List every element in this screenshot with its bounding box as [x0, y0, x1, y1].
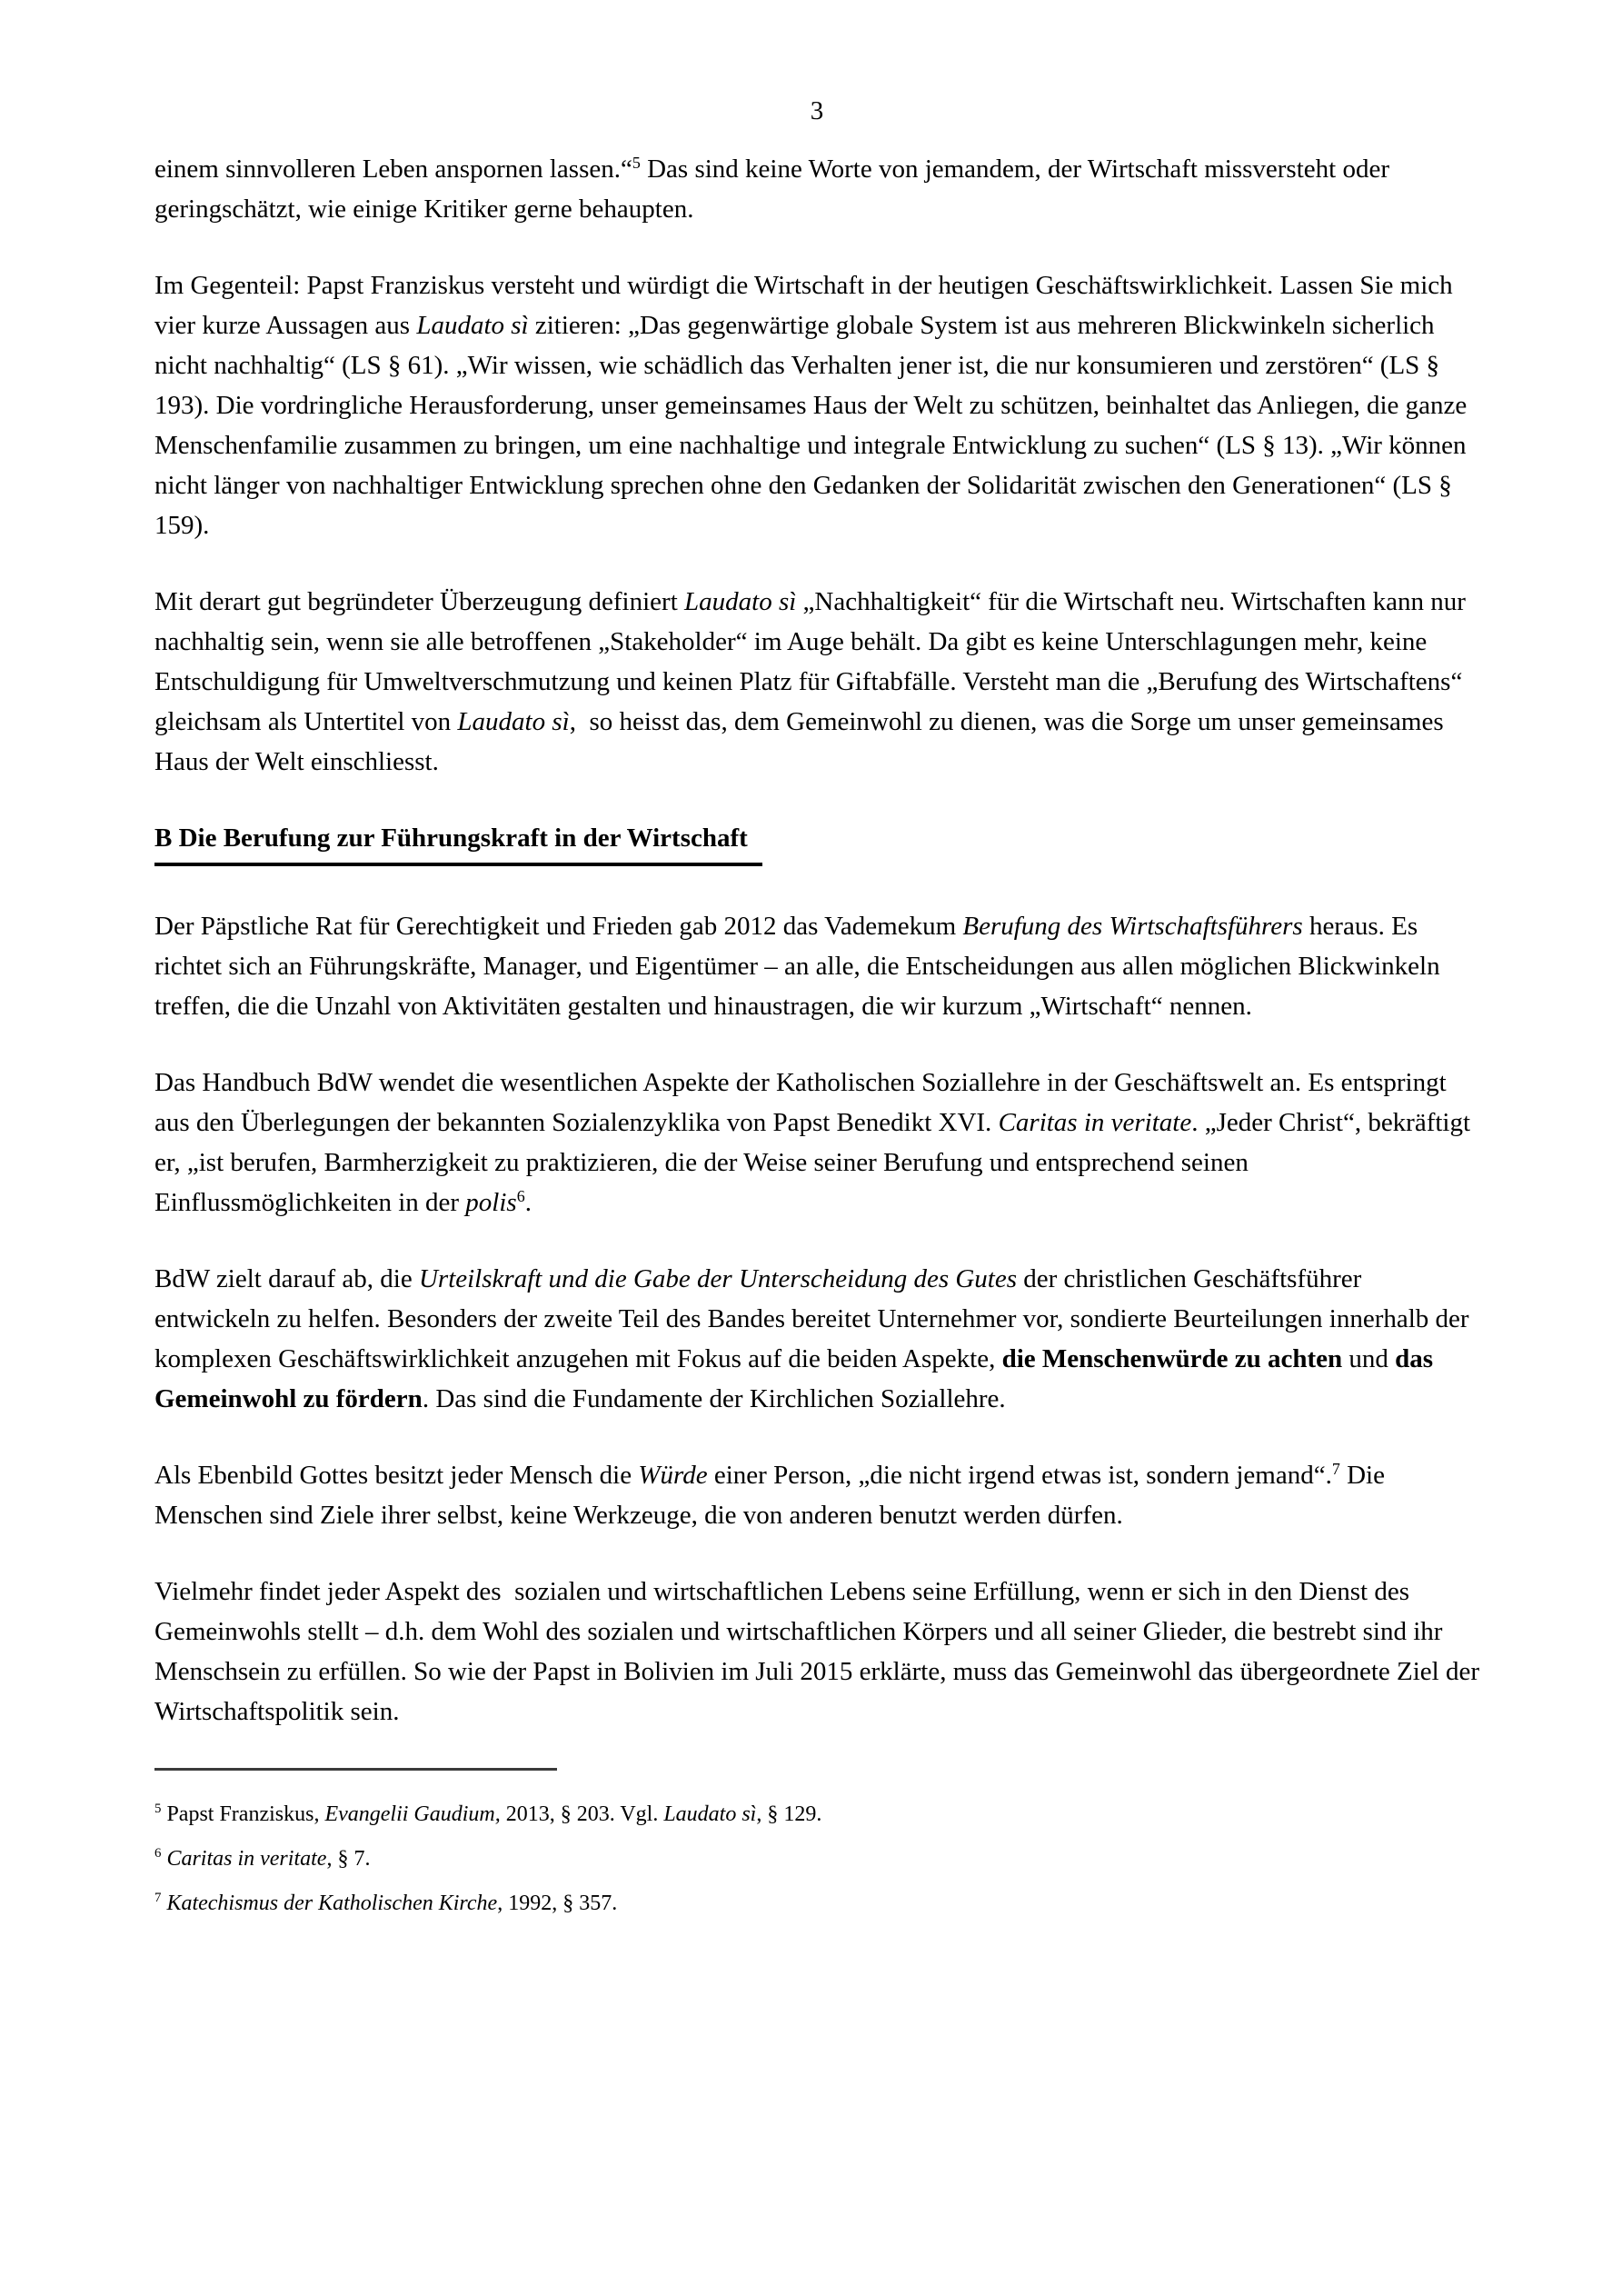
text-run: Urteilskraft und die Gabe der Unterscheidung des Gutes — [418, 1264, 1018, 1293]
text-run: Laudato sì — [684, 587, 797, 616]
footnote-6 — [154, 1837, 1479, 1882]
text-run: Vielmehr findet jeder Aspekt des sozialen und wirtschaftlichen Lebens seine Erfüllung, wenn er sich in den Dienst des Gemeinwohls stellt – d.h. dem Wohl des sozialen und wirtschaftlichen Körpers und all seiner Glieder, die bestrebt sind ihr Menschsein zu erfüllen. So wie der Papst in Bolivien im Juli 2015 erklärte, muss das Gemeinwohl das übergeordnete Ziel der Wirtschaftspolitik sein. — [154, 1577, 1486, 1726]
text-run: Laudato sì — [457, 707, 570, 736]
text-run: Katechismus der Katholischen Kirche — [166, 1892, 498, 1915]
footnotes-section — [154, 1768, 1479, 1926]
text-run: Das sind keine Worte von jemandem, der Wirtschaft missversteht oder geringschätzt, wie einige Kritiker gerne behaupten. — [154, 155, 1397, 224]
text-run: heraus. Es richtet sich an Führungskräfte, Manager, und Eigentümer – an alle, die Entscheidungen aus allen möglichen Blickwinkeln treffen, die die Unzahl von Aktivitäten gestalten und hinaustragen, die wir kurzum „Wirtschaft“ nennen. — [154, 912, 1447, 1021]
text-run: Die Menschen sind Ziele ihrer selbst, keine Werkzeuge, die von anderen benutzt werden dürfen. — [154, 1461, 1392, 1530]
text-run: polis — [465, 1188, 517, 1217]
body-paragraph-1 — [154, 149, 1479, 229]
text-run: . — [524, 1188, 532, 1217]
body-paragraph-6 — [154, 1259, 1479, 1419]
section-heading — [154, 818, 1479, 866]
footnote-marker: 6 — [154, 1846, 162, 1862]
text-run: einer Person, „die nicht irgend etwas ist, sondern jemand“. — [707, 1461, 1332, 1490]
text-run: Laudato sì — [663, 1802, 757, 1826]
text-run: , so heisst das, dem Gemeinwohl zu dienen, was die Sorge um unser gemeinsames Haus der Welt einschliesst. — [154, 707, 1450, 776]
text-run: der christlichen Geschäftsführer entwickeln zu helfen. Besonders der zweite Teil des Bandes bereitet Unternehmer vor, sondierte Beurteilungen innerhalb der komplexen Geschäftswirklichkeit anzugehen mit Fokus auf die beiden Aspekte, — [154, 1264, 1476, 1373]
section-heading-label: B Die Berufung zur Führungskraft in der Wirtschaft — [154, 818, 762, 866]
text-run: das Gemeinwohl zu fördern — [154, 1344, 1440, 1413]
footnote-marker: 6 — [516, 1187, 525, 1206]
text-run: Würde — [638, 1461, 708, 1490]
text-run: Laudato sì — [416, 311, 529, 340]
text-run: BdW zielt darauf ab, die — [154, 1264, 419, 1293]
text-run: die Menschenwürde zu achten — [1001, 1344, 1343, 1373]
page-content — [154, 91, 1486, 1926]
footnote-marker: 7 — [1331, 1460, 1340, 1479]
text-run: Der Päpstliche Rat für Gerechtigkeit und Frieden gab 2012 das Vademekum — [154, 912, 963, 941]
body-paragraph-8 — [154, 1572, 1486, 1732]
body-paragraph-4 — [154, 906, 1479, 1026]
text-run: einem sinnvolleren Leben anspornen lassen.“ — [154, 155, 632, 184]
text-run: und — [1342, 1344, 1396, 1373]
footnote-separator — [154, 1768, 557, 1771]
footnote-marker: 7 — [154, 1891, 162, 1906]
text-run: Caritas in veritate — [166, 1847, 327, 1871]
text-run: Im Gegenteil: Papst Franziskus versteht und würdigt die Wirtschaft in der heutigen Geschäftswirklichkeit. Lassen Sie mich vier kurze Aussagen aus — [154, 271, 1459, 340]
footnote-7 — [154, 1882, 1479, 1926]
text-run: , 1992, § 357. — [497, 1892, 618, 1915]
text-run: , § 7. — [326, 1847, 371, 1871]
text-run: Mit derart gut begründeter Überzeugung definiert — [154, 587, 685, 616]
text-run: Evangelii Gaudium, — [324, 1802, 501, 1826]
body-paragraph-7 — [154, 1455, 1479, 1535]
text-run: Berufung des Wirtschaftsführers — [962, 912, 1303, 941]
text-run: 2013, § 203. Vgl. — [500, 1802, 664, 1826]
page-number: 3 — [810, 96, 824, 125]
footnote-marker: 5 — [154, 1802, 162, 1817]
text-run: zitieren: „Das gegenwärtige globale System ist aus mehreren Blickwinkeln sicherlich nicht nachhaltig“ (LS § 61). „Wir wissen, wie schädlich das Verhalten jener ist, die nur konsumieren und zerstören“ (LS § 193). Die vordringliche Herausforderung, unser gemeinsames Haus der Welt zu schützen, beinhaltet das Anliegen, die ganze Menschenfamilie zusammen zu bringen, um eine nachhaltige und integrale Entwicklung zu suchen“ (LS § 13). „Wir können nicht länger von nachhaltiger Entwicklung sprechen ohne den Gedanken der Solidarität zwischen den Generationen“ (LS § 159). — [154, 311, 1474, 540]
footnote-marker: 5 — [632, 154, 641, 173]
text-run: , § 129. — [756, 1802, 822, 1826]
text-run: Caritas in veritate — [998, 1108, 1192, 1137]
text-run: Das Handbuch BdW wendet die wesentlichen Aspekte der Katholischen Soziallehre in der Geschäftswelt an. Es entspringt aus den Überlegungen der bekannten Sozialenzyklika von Papst Benedikt XVI. — [154, 1068, 1453, 1137]
body-paragraph-3 — [154, 582, 1479, 782]
body-paragraph-5 — [154, 1063, 1479, 1223]
text-run: Als Ebenbild Gottes besitzt jeder Mensch die — [154, 1461, 639, 1490]
text-run: Papst Franziskus, — [161, 1802, 325, 1826]
text-run: „Nachhaltigkeit“ für die Wirtschaft neu. Wirtschaften kann nur nachhaltig sein, wenn sie alle betroffenen „Stakeholder“ im Auge behält. Da gibt es keine Unterschlagungen mehr, keine Entschuldigung für Umweltverschmutzung und keinen Platz für Giftabfälle. Versteht man die „Berufung des Wirtschaftens“ gleichsam als Untertitel von — [154, 587, 1473, 736]
body-paragraph-2 — [154, 265, 1479, 545]
footnote-5 — [154, 1792, 1479, 1837]
text-run: . Das sind die Fundamente der Kirchlichen Soziallehre. — [422, 1384, 1006, 1413]
text-run: . „Jeder Christ“, bekräftigt er, „ist berufen, Barmherzigkeit zu praktizieren, die der Weise seiner Berufung und entsprechend seinen Einflussmöglichkeiten in der — [154, 1108, 1478, 1217]
